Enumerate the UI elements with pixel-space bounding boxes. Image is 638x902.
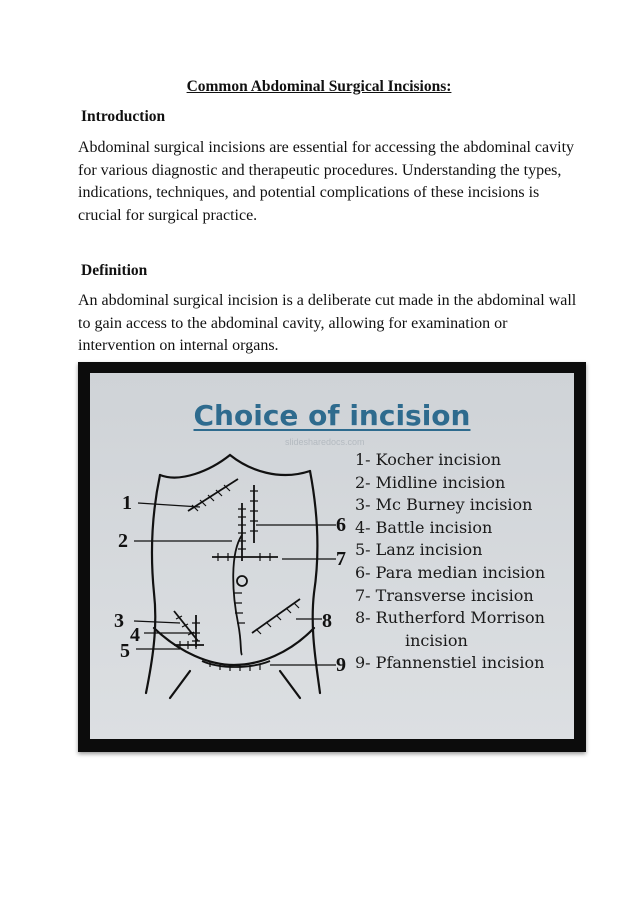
umbilicus — [237, 576, 247, 586]
diagram-label-9: 9 — [336, 654, 346, 676]
abdomen-diagram — [100, 443, 350, 723]
diagram-label-7: 7 — [336, 548, 346, 570]
diagram-label-5: 5 — [120, 640, 130, 662]
lower-midline-curve — [233, 535, 242, 655]
legend-item: 6- Para median incision — [355, 562, 546, 582]
legend-item: 7- Transverse incision — [355, 585, 534, 605]
definition-heading: Definition — [81, 262, 148, 279]
slide-watermark: slidesharedocs.com — [285, 437, 365, 447]
costal-margin — [160, 455, 310, 478]
diagram-label-3: 3 — [114, 610, 124, 632]
mcburney-incision — [174, 611, 198, 641]
legend-item: 3- Mc Burney incision — [355, 495, 533, 515]
slide-panel — [90, 373, 574, 739]
torso-right-side — [310, 471, 320, 693]
legend-item: 4- Battle incision — [355, 517, 493, 537]
diagram-label-8: 8 — [322, 610, 332, 632]
slide-title: Choice of incision — [193, 399, 471, 432]
page-title: Common Abdominal Surgical Incisions: — [186, 78, 452, 95]
incision-legend — [355, 449, 545, 675]
incision-slide-image — [78, 362, 586, 752]
legend-item: 2- Midline incision — [355, 472, 506, 492]
legend-item: 5- Lanz incision — [355, 540, 483, 560]
rutherford-morrison-incision — [252, 599, 300, 633]
legend-item: 9- Pfannenstiel incision — [355, 653, 545, 673]
inguinal-left — [170, 671, 190, 698]
diagram-label-1: 1 — [122, 492, 132, 514]
leader-1 — [138, 503, 200, 507]
legend-item: 1- Kocher incision — [355, 450, 502, 469]
intro-heading: Introduction — [81, 108, 166, 125]
legend-item: 8- Rutherford Morrison — [355, 608, 545, 628]
torso-left-side — [146, 475, 160, 693]
intro-paragraph: Abdominal surgical incisions are essential for accessing the abdominal cavity for various diagnostic and therapeutic procedures. Understanding the types, indications, techniques, and potential complications of these incisions is crucial for surgical practice. — [78, 139, 575, 224]
inguinal-right — [280, 671, 300, 698]
diagram-label-4: 4 — [130, 624, 140, 646]
legend-item-continuation: incision — [405, 630, 468, 650]
leader-3 — [134, 621, 180, 623]
diagram-label-2: 2 — [118, 530, 128, 552]
definition-paragraph: An abdominal surgical incision is a deliberate cut made in the abdominal wall to gain access to the abdominal cavity, allowing for examination or intervention on internal organs. — [78, 292, 577, 354]
diagram-label-6: 6 — [336, 514, 346, 536]
